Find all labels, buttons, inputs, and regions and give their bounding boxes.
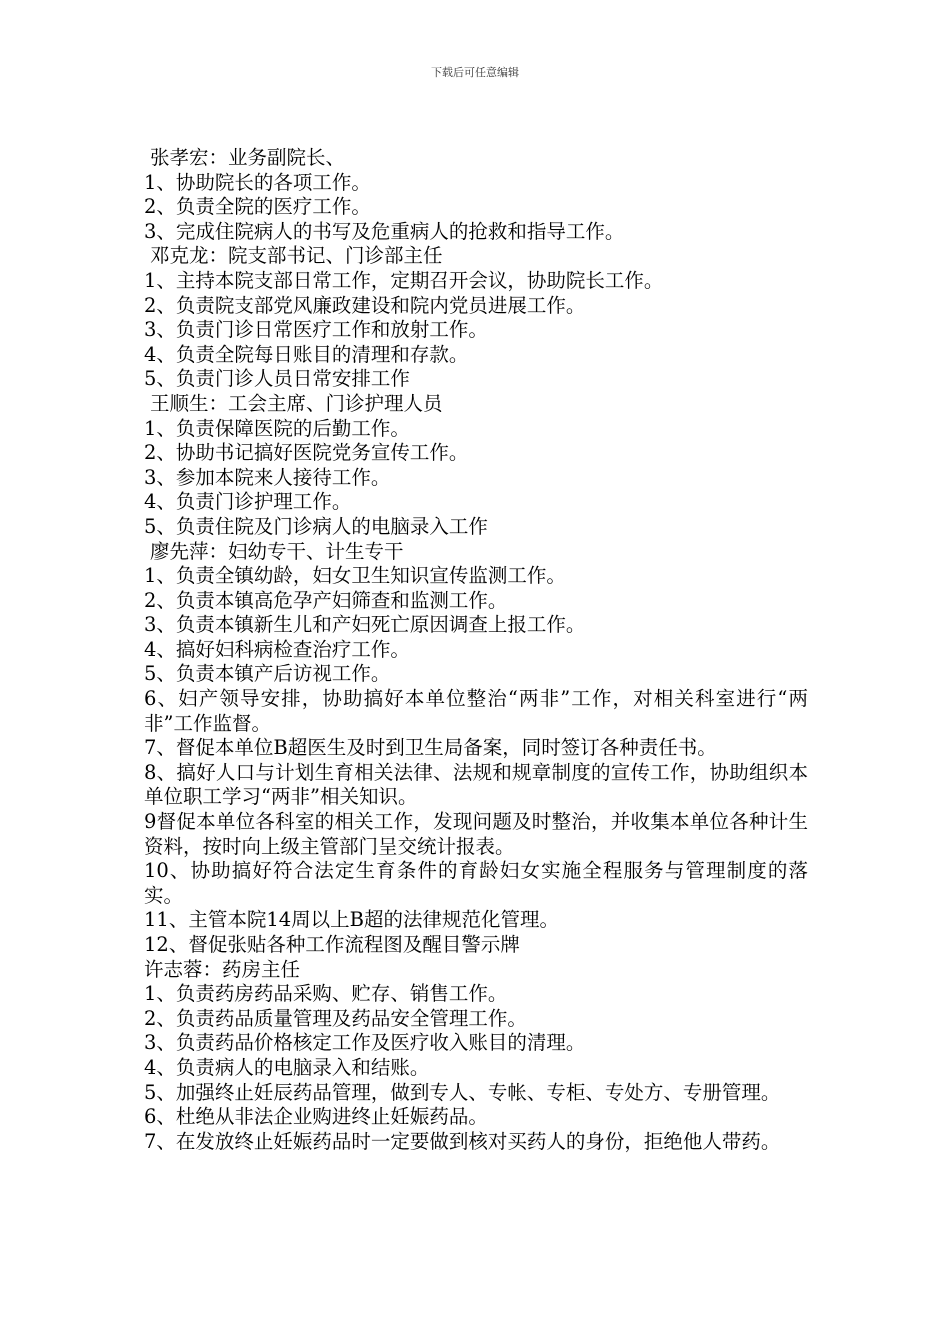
duty-item: 3、负责门诊日常医疗工作和放射工作。 xyxy=(144,318,488,342)
duty-item: 3、负责本镇新生儿和产妇死亡原因调查上报工作。 xyxy=(144,613,586,637)
duty-item: 2、负责院支部党风廉政建设和院内党员进展工作。 xyxy=(144,293,586,317)
duty-item: 5、负责本镇产后访视工作。 xyxy=(144,662,391,686)
duty-item: 7、在发放终止妊娠药品时一定要做到核对买药人的身份，拒绝他人带药。 xyxy=(144,1129,781,1153)
duty-item: 5、加强终止妊辰药品管理，做到专人、专帐、专柜、专处方、专册管理。 xyxy=(144,1080,781,1104)
duty-item: 10、协助搞好符合法定生育条件的育龄妇女实施全程服务与管理制度的落实。 xyxy=(144,859,808,907)
duty-item: 2、负责全院的医疗工作。 xyxy=(144,195,371,219)
duty-item: 1、负责全镇幼龄，妇女卫生知识宣传监测工作。 xyxy=(144,564,566,588)
duty-item: 5、负责住院及门诊病人的电脑录入工作 xyxy=(144,514,488,538)
page-header: 下载后可任意编辑 xyxy=(431,66,519,79)
duty-item: 12、督促张贴各种工作流程图及醒目警示牌 xyxy=(144,933,520,956)
duty-item: 2、负责本镇高危孕产妇筛查和监测工作。 xyxy=(144,588,508,612)
duty-item: 3、负责药品价格核定工作及医疗收入账目的清理。 xyxy=(144,1031,586,1055)
duty-item: 8、搞好人口与计划生育相关法律、法规和规章制度的宣传工作，协助组织本单位职工学习“两非”相关知识。 xyxy=(144,760,808,809)
duty-item: 1、协助院长的各项工作。 xyxy=(144,170,371,194)
duty-item: 9督促本单位各科室的相关工作，发现问题及时整治，并收集本单位各种计生资料，按时向上级主管部门呈交统计报表。 xyxy=(144,810,808,858)
duty-item: 1、主持本院支部日常工作，定期召开会议，协助院长工作。 xyxy=(144,268,664,292)
person-title: 王顺生：工会主席、门诊护理人员 xyxy=(150,391,443,415)
duty-item: 2、负责药品质量管理及药品安全管理工作。 xyxy=(144,1006,527,1030)
person-title: 许志蓉：药房主任 xyxy=(144,957,301,981)
duty-item: 2、协助书记搞好医院党务宣传工作。 xyxy=(144,441,469,465)
duty-item: 4、负责病人的电脑录入和结账。 xyxy=(144,1055,430,1079)
duty-item: 5、负责门诊人员日常安排工作 xyxy=(144,367,410,391)
document-body xyxy=(144,146,808,1154)
duty-item: 6、杜绝从非法企业购进终止妊娠药品。 xyxy=(144,1105,488,1129)
duty-item: 11、主管本院14周以上B超的法律规范化管理。 xyxy=(144,908,559,932)
duty-item: 4、负责门诊护理工作。 xyxy=(144,490,352,514)
person-title: 张孝宏：业务副院长、 xyxy=(150,146,346,169)
duty-item: 4、搞好妇科病检查治疗工作。 xyxy=(144,637,410,661)
person-title: 邓克龙：院支部书记、门诊部主任 xyxy=(150,244,443,268)
duty-item: 7、督促本单位B超医生及时到卫生局备案，同时签订各种责任书。 xyxy=(144,736,717,760)
duty-item: 3、参加本院来人接待工作。 xyxy=(144,465,391,489)
duty-item: 3、完成住院病人的书写及危重病人的抢救和指导工作。 xyxy=(144,219,625,243)
duty-item: 1、负责药房药品采购、贮存、销售工作。 xyxy=(144,982,508,1006)
duty-item: 1、负责保障医院的后勤工作。 xyxy=(144,416,410,440)
person-title: 廖先萍：妇幼专干、计生专干 xyxy=(150,539,404,563)
duty-item: 4、负责全院每日账目的清理和存款。 xyxy=(144,342,469,366)
duty-item: 6、妇产领导安排，协助搞好本单位整治“两非”工作，对相关科室进行“两非”工作监督。 xyxy=(144,687,808,735)
